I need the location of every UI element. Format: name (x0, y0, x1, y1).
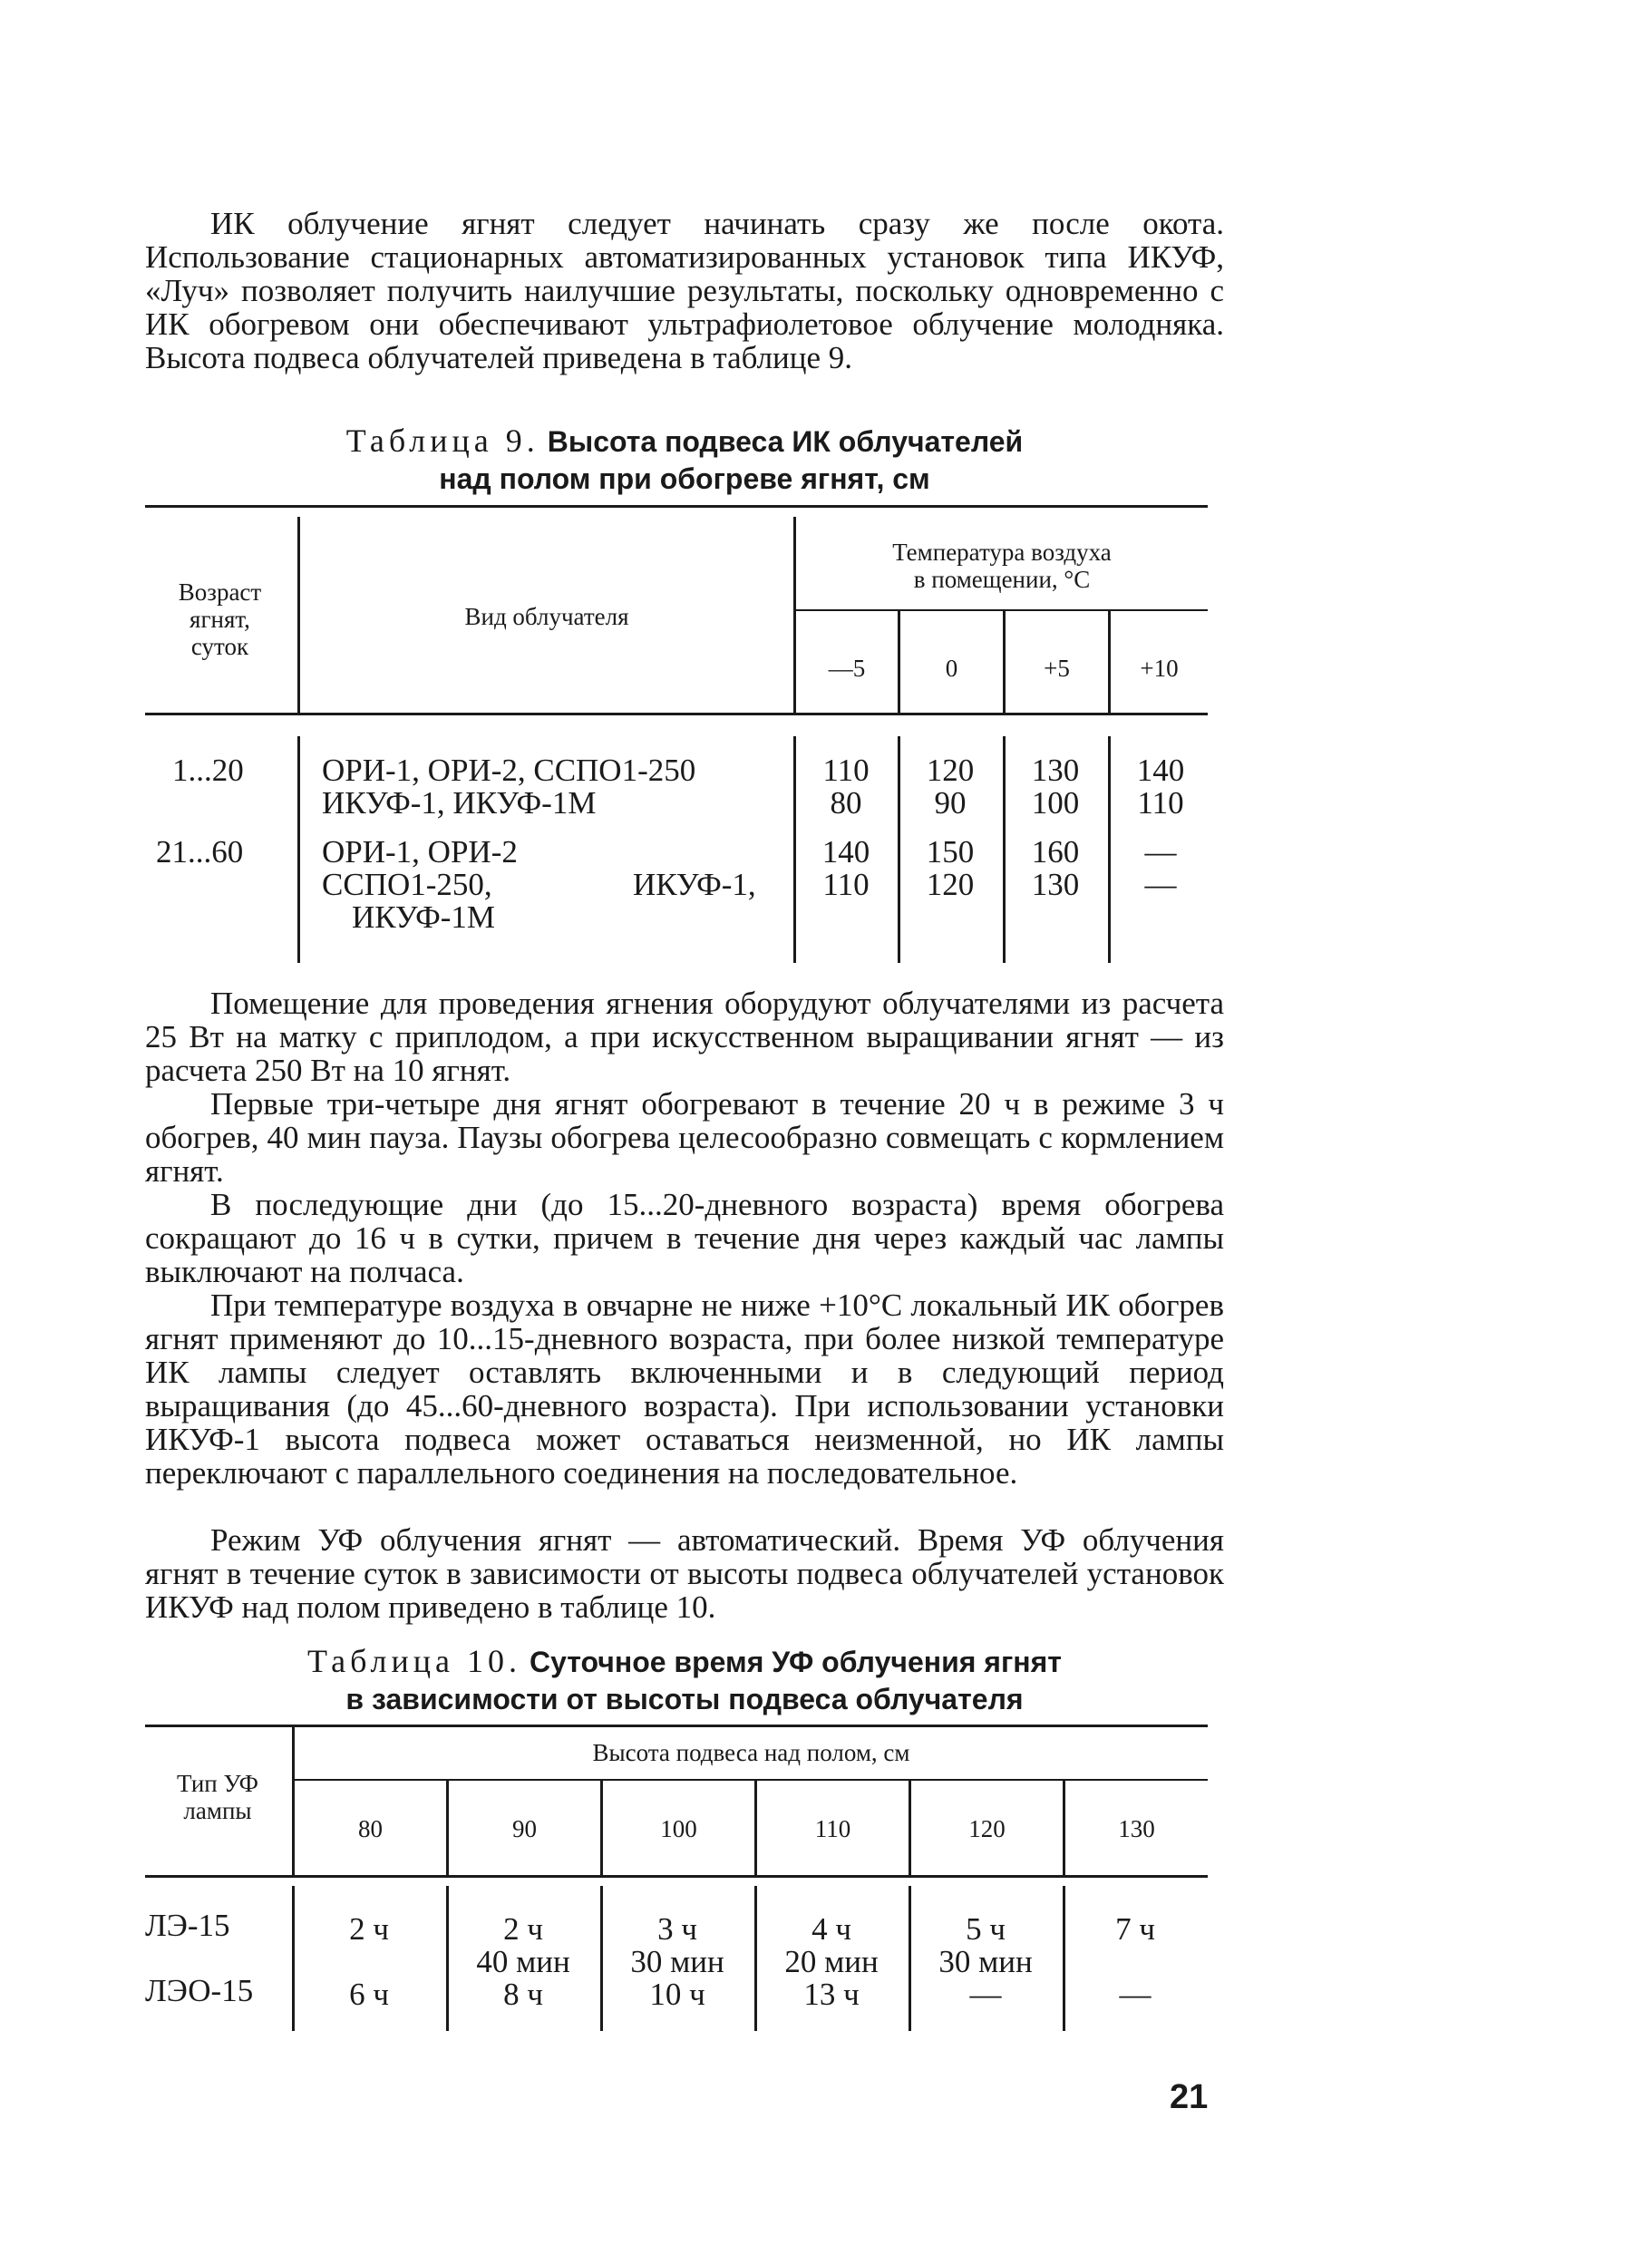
paragraph-uv-mode: Режим УФ облучения ягнят — автоматический. Время УФ облучения ягнят в течение суток в зависимости от высоты подвеса облучателей установок ИКУФ над полом приведено в таблице 10. (145, 1522, 1224, 1625)
table9-value: 80 (830, 785, 862, 821)
table10-head-rule (145, 1875, 1208, 1878)
table10-subhead-rule (292, 1779, 1208, 1781)
table10-leo15-value: 8 ч (503, 1977, 543, 2012)
table9-value: 130 (1031, 753, 1080, 788)
table9-caption (145, 423, 1224, 497)
table9-head-rule (145, 713, 1208, 715)
table10-head-type-line: лампы (183, 1797, 252, 1824)
table10-vline (292, 1886, 295, 2031)
table10-caption (145, 1643, 1224, 1717)
table10-le15-value: 4 ч (811, 1911, 851, 1947)
table10-height-col: 120 (968, 1815, 1006, 1842)
table9-type-cell: ИКУФ-1, ИКУФ-1М (322, 785, 597, 821)
table10-vline (600, 1886, 603, 2031)
table9-value: — (1144, 834, 1177, 870)
table9-head-age-line: суток (190, 633, 249, 660)
table9-head-age (145, 578, 295, 660)
table9-value: 90 (934, 785, 967, 821)
table10-le15-value: 5 ч (966, 1911, 1006, 1947)
table9-age-cell: 21...60 (156, 834, 244, 870)
table10-le15-value: 2 ч (503, 1911, 543, 1947)
table9-head-age-line: Возраст (178, 578, 262, 606)
table10-height-col: 80 (358, 1815, 383, 1842)
table10-leo15-value: — (969, 1977, 1002, 2012)
table9-temp-col: +10 (1140, 655, 1179, 682)
table9-value: — (1144, 867, 1177, 902)
table10-vline (446, 1886, 449, 2031)
table9-head-age-line: ягнят, (189, 606, 250, 633)
paragraph-temperature: При температуре воздуха в овчарне не ниже +10°С локальный ИК обогрев ягнят применяют до 10...15-дневного возраста, при более низкой температуре ИК лампы следует оставлять включенными и в следующий период выращивания (до 45...60-дневного возраста). При использовании установки ИКУФ-1 высота подвеса может оставаться неизменной, но ИК лампы переключают с параллельного соединения на последовательное. (145, 1287, 1224, 1491)
table9-value: 110 (822, 753, 870, 788)
table10-leo15-value: — (1119, 1977, 1152, 2012)
table9-type-cell: ОРИ-1, ОРИ-2 (322, 834, 518, 870)
table9-value: 140 (821, 834, 870, 870)
table10-title-1: Суточное время УФ облучения ягнят (529, 1646, 1062, 1678)
table9-value: 100 (1031, 785, 1080, 821)
table9-value: 120 (926, 753, 975, 788)
table9-subhead-rule (793, 609, 1208, 611)
table10-vline (1063, 1886, 1065, 2031)
table10-le15-value: 3 ч (657, 1911, 697, 1947)
table9-type-cell: ИКУФ-1, (633, 867, 756, 902)
table9-vline (297, 736, 300, 963)
table10-vline (909, 1886, 911, 2031)
table10-head-height: Высота подвеса над полом, см (592, 1739, 910, 1766)
table10-head-type-line: Тип УФ (177, 1770, 258, 1797)
table10-leo15-value: 13 ч (803, 1977, 860, 2012)
paragraph-first-days: Первые три-четыре дня ягнят обогревают в течение 20 ч в режиме 3 ч обогрев, 40 мин пауза. Паузы обогрева целесообразно совмещать с кормлением ягнят. (145, 1086, 1224, 1189)
table10-height-col: 110 (814, 1815, 851, 1842)
table9-type-cell: ИКУФ-1М (352, 899, 496, 935)
table10-le15-value: 40 мин (476, 1944, 570, 1979)
table10-head-type (145, 1770, 290, 1824)
table10-le15-value: 7 ч (1115, 1911, 1155, 1947)
table10-lamp-name: ЛЭО-15 (145, 1973, 254, 2008)
table9-type-cell: ССПО1-250, (322, 867, 492, 902)
table10-height-col: 130 (1118, 1815, 1155, 1842)
table10-lamp-name: ЛЭ-15 (145, 1908, 230, 1943)
table10-label: Таблица 10. (307, 1643, 521, 1679)
table9-title-2: над полом при обогреве ягнят, см (439, 462, 930, 495)
table10-vline (754, 1886, 757, 2031)
table9-head-temp-line: Температура воздуха (892, 539, 1112, 566)
table9-temp-col: —5 (828, 655, 866, 682)
table9-value: 120 (926, 867, 975, 902)
table9-head-type: Вид облучателя (464, 603, 629, 630)
table9-value: 150 (926, 834, 975, 870)
table10-le15-value: 2 ч (349, 1911, 389, 1947)
table9-value: 130 (1031, 867, 1080, 902)
table9-temp-col: +5 (1044, 655, 1070, 682)
table9-age-cell: 1...20 (172, 753, 244, 788)
table10-le15-value: 20 мин (784, 1944, 879, 1979)
table10-leo15-value: 6 ч (349, 1977, 389, 2012)
table9-temp-col: 0 (945, 655, 958, 682)
table10-le15-value: 30 мин (630, 1944, 724, 1979)
table10-height-col: 100 (660, 1815, 697, 1842)
table10-leo15-value: 10 ч (649, 1977, 705, 2012)
table9-value: 160 (1031, 834, 1080, 870)
table9-head-temp-line: в помещении, °С (913, 566, 1091, 593)
table10-le15-value: 30 мин (938, 1944, 1033, 1979)
table10-height-col: 90 (512, 1815, 537, 1842)
table9-head-temp (796, 539, 1208, 593)
table9-value: 140 (1136, 753, 1185, 788)
paragraph-later-days: В последующие дни (до 15...20-дневного возраста) время обогрева сокращают до 16 ч в сутки, причем в течение дня через каждый час лампы выключают на полчаса. (145, 1187, 1224, 1289)
table9-value: 110 (1137, 785, 1184, 821)
table10-top-rule (145, 1725, 1208, 1727)
table10-title-2: в зависимости от высоты подвеса облучателя (345, 1683, 1024, 1715)
page-number: 21 (1170, 2078, 1209, 2116)
paragraph-intro: ИК облучение ягнят следует начинать сразу же после окота. Использование стационарных автоматизированных установок типа ИКУФ, «Луч» позволяет получить наилучшие результаты, поскольку одновременно с ИК обогревом они обеспечивают ультрафиолетовое облучение молодняка. Высота подвеса облучателей приведена в таблице 9. (145, 206, 1224, 375)
table9-title-1: Высота подвеса ИК облучателей (547, 425, 1024, 458)
table9-value: 110 (822, 867, 870, 902)
table9-type-cell: ОРИ-1, ОРИ-2, ССПО1-250 (322, 753, 696, 788)
table9-label: Таблица 9. (345, 423, 539, 459)
paragraph-equipment: Помещение для проведения ягнения оборудуют облучателями из расчета 25 Вт на матку с приплодом, а при искусственном выращивании ягнят — из расчета 250 Вт на 10 ягнят. (145, 986, 1224, 1088)
table9-top-rule (145, 505, 1208, 508)
